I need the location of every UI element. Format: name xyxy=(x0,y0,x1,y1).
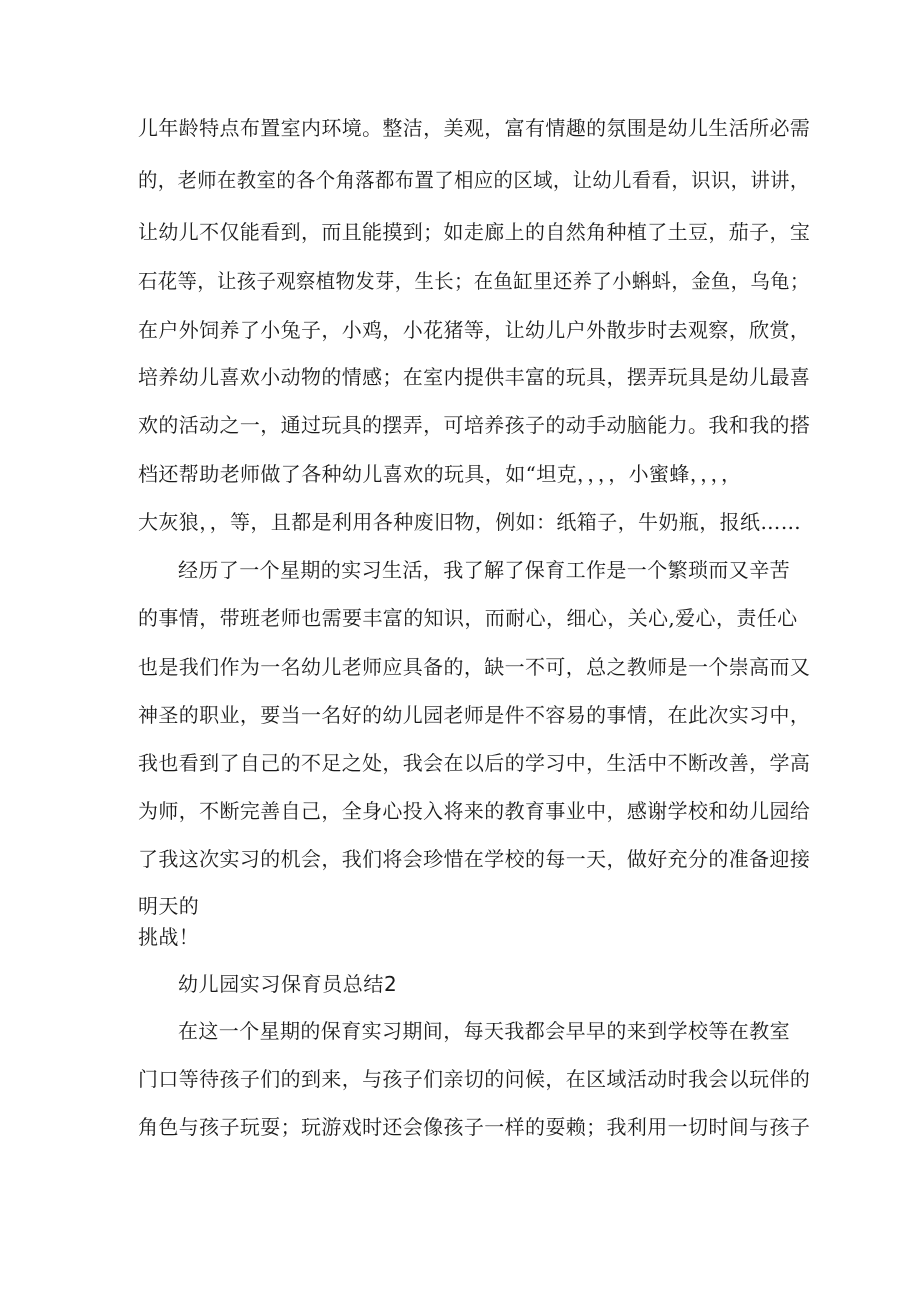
text-line: 的事情，带班老师也需要丰富的知识，而耐心，细心，关心,爱心，责任心 xyxy=(138,606,798,630)
text-line: 我也看到了自己的不足之处，我会在以后的学习中，生活中不断改善，学高 xyxy=(138,751,811,775)
text-line: 档还帮助老师做了各种幼儿喜欢的玩具，如“坦克，，，，小蜜蜂，，，， xyxy=(138,462,742,486)
text-line: 也是我们作为一名幼儿老师应具备的，缺一不可，总之教师是一个崇高而又 xyxy=(138,655,811,679)
text-line: 经历了一个星期的实习生活，我了解了保育工作是一个繁琐而又辛苦 xyxy=(178,558,790,582)
text-line: 培养幼儿喜欢小动物的情感；在室内提供丰富的玩具，摆弄玩具是幼儿最喜 xyxy=(138,365,811,389)
text-line: 欢的活动之一，通过玩具的摆弄，可培养孩子的动手动脑能力。我和我的搭 xyxy=(138,413,811,437)
text-line: 门口等待孩子们的到来，与孩子们亲切的问候，在区域活动时我会以玩伴的 xyxy=(138,1067,811,1091)
text-line: 让幼儿不仅能看到，而且能摸到；如走廊上的自然角种植了土豆，茄子，宝 xyxy=(138,220,811,244)
text-line: 明天的 xyxy=(138,894,200,918)
text-line: 的，老师在教室的各个角落都布置了相应的区域，让幼儿看看，识识，讲讲， xyxy=(138,168,810,192)
text-line: 神圣的职业，要当一名好的幼儿园老师是件不容易的事情，在此次实习中， xyxy=(138,703,811,727)
text-line: 大灰狼，，等，且都是利用各种废旧物，例如：纸箱子，牛奶瓶，报纸…… xyxy=(138,510,802,534)
text-line: 为师，不断完善自己，全身心投入将来的教育事业中，感谢学校和幼儿园给 xyxy=(138,799,811,823)
text-line: 儿年龄特点布置室内环境。整洁，美观，富有情趣的氛围是幼儿生活所必需 xyxy=(138,116,811,140)
text-line: 石花等，让孩子观察植物发芽，生长；在鱼缸里还养了小蝌蚪，金鱼，乌龟； xyxy=(138,269,810,293)
text-line: 角色与孩子玩耍；玩游戏时还会像孩子一样的耍赖；我利用一切时间与孩子 xyxy=(138,1115,811,1139)
text-line: 挑战！ xyxy=(138,925,200,949)
section-heading: 幼儿园实习保育员总结2 xyxy=(178,972,398,996)
text-line: 了我这次实习的机会，我们将会珍惜在学校的每一天，做好充分的准备迎接 xyxy=(138,847,811,871)
text-line: 在户外饲养了小兔子，小鸡，小花猪等，让幼儿户外散步时去观察，欣赏， xyxy=(138,318,811,342)
text-line: 在这一个星期的保育实习期间，每天我都会早早的来到学校等在教室 xyxy=(178,1019,790,1043)
